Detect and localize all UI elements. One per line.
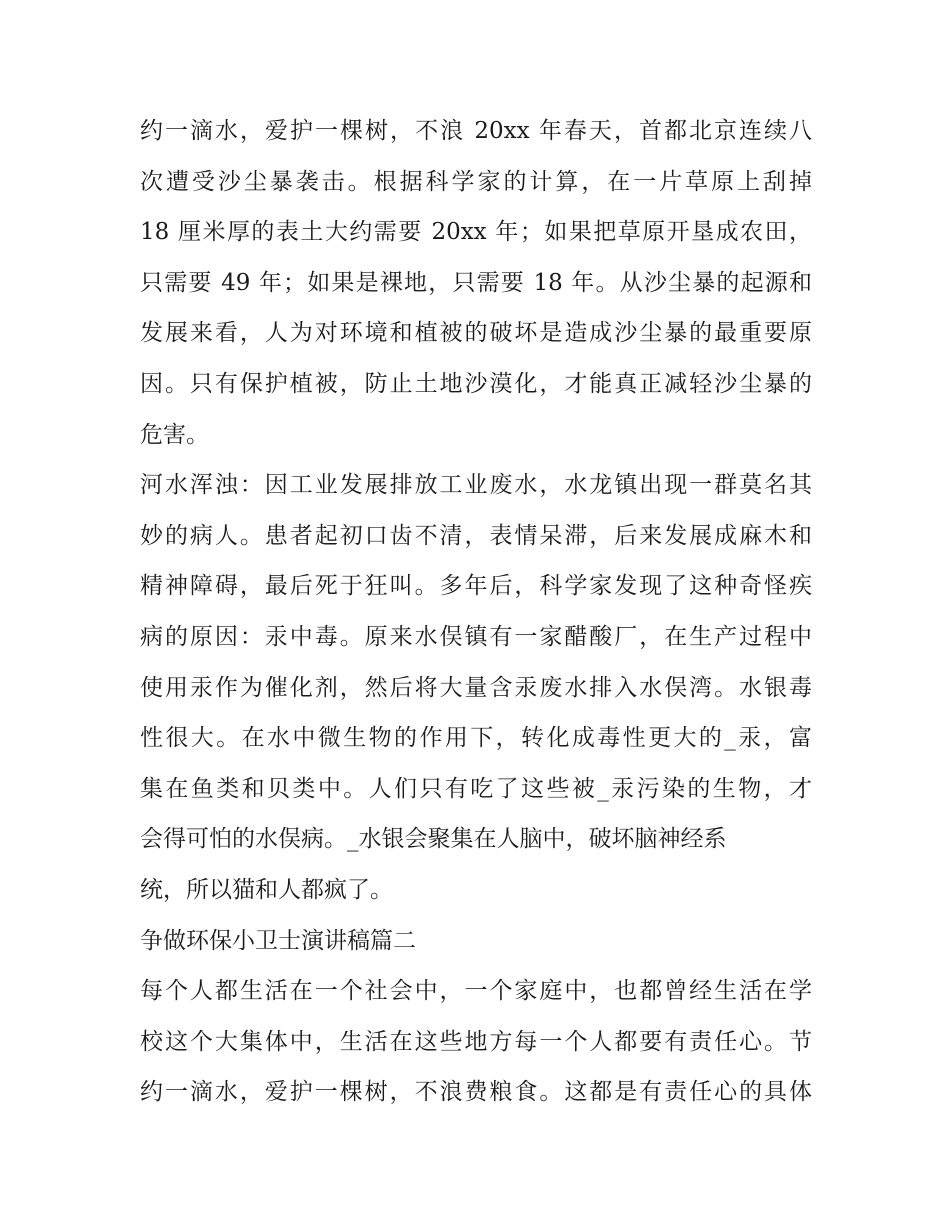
text-line: 只需要 49 年；如果是裸地，只需要 18 年。从沙尘暴的起源和 (140, 269, 812, 296)
text-line: 每个人都生活在一个社会中，一个家庭中，也都曾经生活在学 (140, 978, 812, 1005)
text-line: 统，所以猫和人都疯了。 (140, 876, 393, 903)
text-line: 发展来看，人为对环境和植被的破坏是造成沙尘暴的最重要原 (140, 320, 812, 347)
text-line: 约一滴水，爱护一棵树，不浪费粮食。这都是有责任心的具体 (140, 1079, 812, 1106)
text-line: 集在鱼类和贝类中。人们只有吃了这些被_汞污染的生物，才 (140, 775, 812, 802)
text-line: 校这个大集体中，生活在这些地方每一个人都要有责任心。节 (140, 1028, 812, 1055)
text-line: 病的原因：汞中毒。原来水俣镇有一家醋酸厂，在生产过程中 (140, 623, 812, 650)
paragraph-sandstorm (140, 106, 812, 460)
paragraph-responsibility (140, 966, 812, 1118)
text-line: 约一滴水，爱护一棵树，不浪 20xx 年春天，首都北京连续八 (140, 118, 812, 144)
text-line: 18 厘米厚的表土大约需要 20xx 年；如果把草原开垦成农田， (140, 219, 812, 246)
text-line: 性很大。在水中微生物的作用下，转化成毒性更大的_汞，富 (140, 725, 812, 752)
text-line: 会得可怕的水俣病。_水银会聚集在人脑中，破坏脑神经系 (140, 826, 727, 853)
text-line: 危害。 (140, 421, 209, 448)
text-line: 河水浑浊：因工业发展排放工业废水，水龙镇出现一群莫名其 (140, 472, 812, 499)
document-page (140, 106, 812, 1118)
section-heading (140, 916, 812, 967)
paragraph-river-pollution (140, 460, 812, 915)
text-line: 妙的病人。患者起初口齿不清，表情呆滞，后来发展成麻木和 (140, 522, 812, 549)
text-line: 因。只有保护植被，防止土地沙漠化，才能真正减轻沙尘暴的 (140, 370, 812, 397)
text-line: 次遭受沙尘暴袭击。根据科学家的计算，在一片草原上刮掉 (140, 168, 812, 195)
text-line: 使用汞作为催化剂，然后将大量含汞废水排入水俣湾。水银毒 (140, 674, 812, 701)
heading-text: 争做环保小卫士演讲稿篇二 (140, 927, 416, 954)
text-line: 精神障碍，最后死于狂叫。多年后，科学家发现了这种奇怪疾 (140, 573, 812, 600)
